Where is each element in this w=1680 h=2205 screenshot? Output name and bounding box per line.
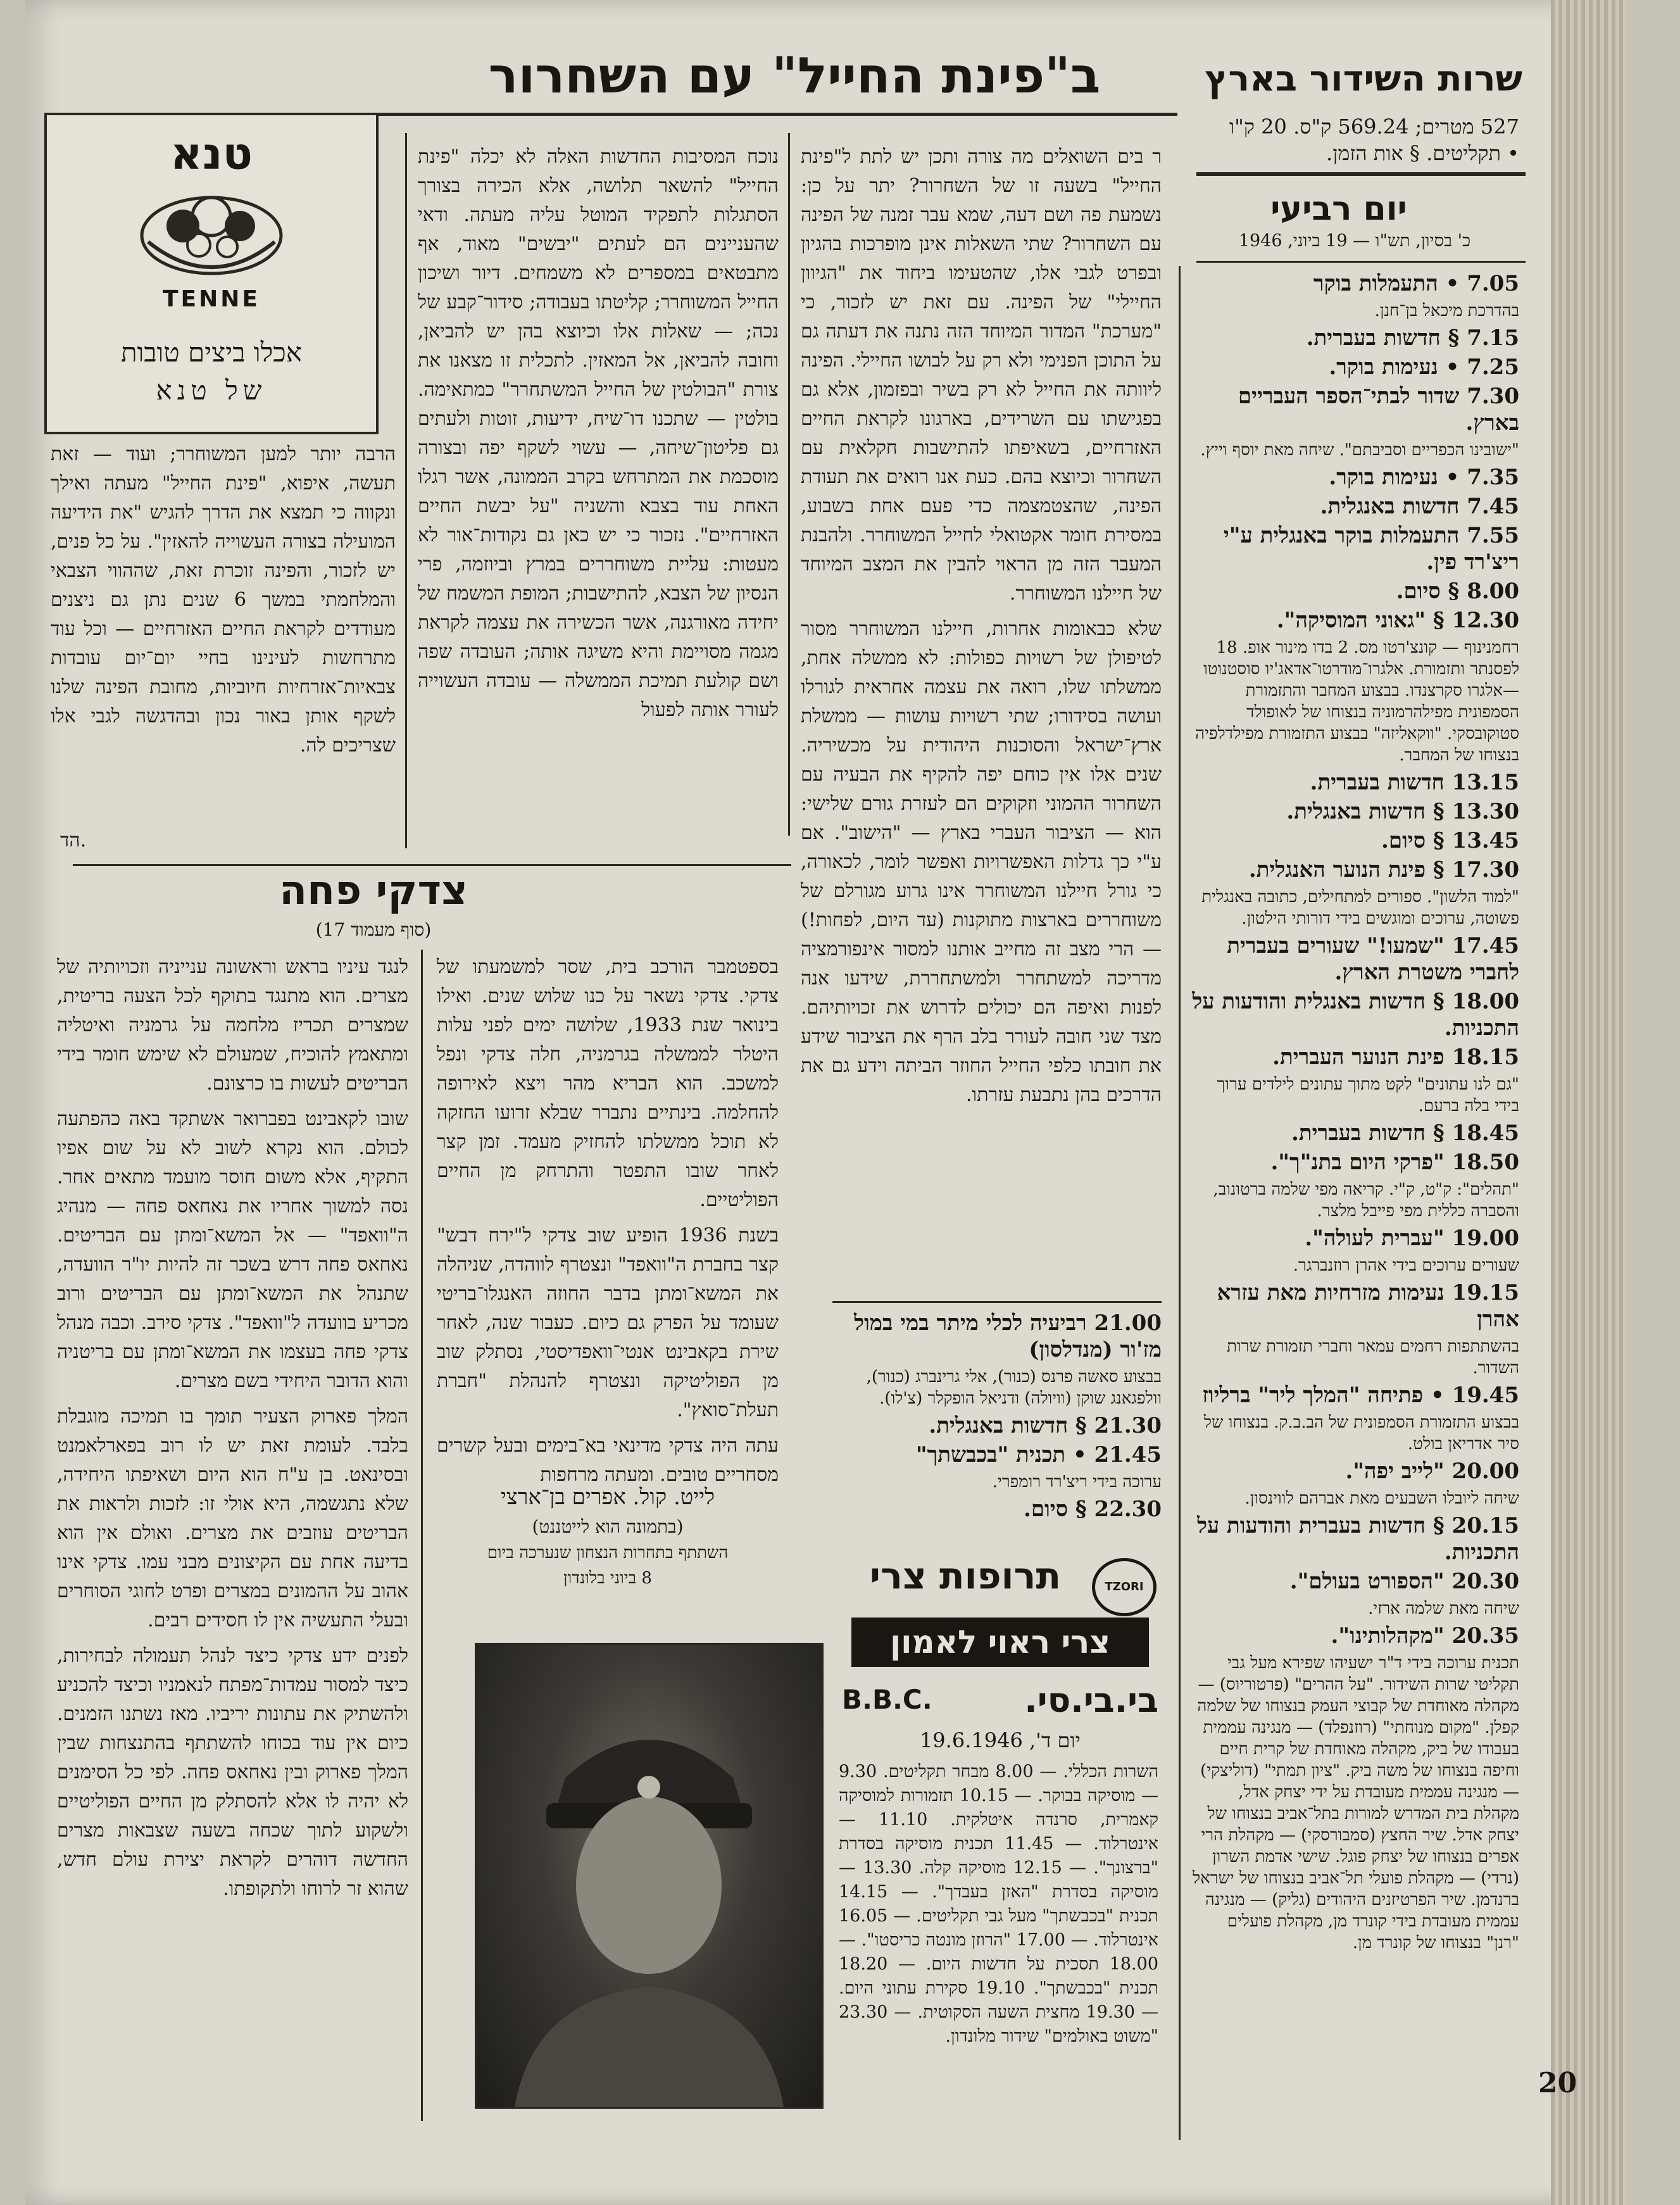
schedule-time: 7.30 [1459,384,1519,409]
photo-caption-line4: 8 ביוני בלונדון [563,1569,652,1588]
day-title: יום רביעי [1270,190,1407,228]
zidki-a-para-3: עתה היה צדקי מדינאי בא־בימים ובעל קשרים מסחריים טובים. ומעתה מרחפות [437,1435,779,1486]
article-col2-para-1: נוכח המסיבות החדשות האלה לא יכלה "פינת החייל" להשאר תלושה, אלא הכירה בצורך הסתגלות לתפקיד המוטל עליה מעתה. ודאי שהעניינים הם לעתים "יבשים" מאוד, אף מתבטאים במספרים לא משמחים. דיור ושיכון החייל המשוחרר; קליטתו בעבודה; סידור־קבע של נכה; — שאלות אלו וכיוצא בהן יש להביאן, וחובה להביאן, אל המאזין. לתכלית זו מצאנו את צורת "הבולטין של החייל המשתחרר" כמתאימה. בולטין — שתכנו דו־שיח, ידיעות, זוטות ולעתים גם פליטון־שיחה, — עשוי לשקף יפה ובצורה מוסכמת את המתרחש בקרב הממונה, אשר רגלו האחת עוד בצבא והשניה "על יבשת החיים האזרחיים". נזכור כי יש כאן גם נקודות־אור לא מעטות: עליית משוחררים במרץ וביוזמה, פרי הנסיון של הצבא, להתישבות; המופת המשמח של יחידה מאורגנה, אשר הכשירה את עצמה לקראת מגמה מסויימת והיא משיגה אותה; העובדה שפה ושם קולעת תמיכת הממשלה — עובדה העשוייה לעורר אותה לפעול [418,146,779,721]
schedule-time: 19.15 [1444,1280,1519,1305]
schedule-time: 7.45 [1459,494,1519,519]
schedule-program-title: § חדשות באנגלית. [1286,799,1445,824]
schedule-item [1190,770,1519,796]
schedule-item [1190,828,1519,855]
schedule-time: 20.35 [1444,1623,1519,1649]
tnuva-ad [44,113,379,434]
schedule-program-title: "עברית לעולה". [1305,1226,1445,1251]
schedule-item [1190,608,1519,634]
schedule-item [1190,857,1519,884]
schedule-time: 19.45 [1444,1383,1519,1408]
article-headline: ב"פינת החייל" עם השחרור [488,47,1101,104]
schedule-time: 18.50 [1444,1150,1519,1175]
day-date: כ' בסיון, תש"ו — 19 ביוני, 1946 [1238,231,1471,251]
schedule-time: 7.35 [1459,465,1519,490]
tzori-emblem [1092,1558,1157,1616]
article-col3-para: הרבה יותר למען המשוחרר; ועוד — זאת תעשה, איפוא, "פינת החייל" מעתה ואילך ונקווה כי תמצא את הדרך להגיש "את הידיעה המועילה בצורה העשוייה להאזין". על כל פנים, יש לזכור, והפינה זוכרת זאת, שההווי הצבאי והמלחמתי במשך 6 שנים נתן גם ניצנים מעודדים לקראת החיים האזרחיים — וכל עוד מתרחשות לעינינו בחיי יום־יום עובדות צבאיות־אזרחיות חיוביות, מחובת הפינה שלנו לשקף אותן באור נכון ובהדגשה לגבי אלו שצריכים לה. [51,443,396,757]
schedule-program-note: בהשתתפות רחמים עמאר וחברי תזמורת שרות השדור. [1227,1337,1519,1378]
schedule-program-title: "מקהלותינו". [1331,1623,1445,1649]
mid-schedule-program-title: § חדשות באנגלית. [929,1413,1087,1438]
schedule-item [1190,1459,1519,1485]
zidki-b-para-4: לפנים ידע צדקי כיצד לנהל תעמולה לבחירות, כיצד למסור עמדות־מפתח לנאמניו וכיצד להכניע ולהשתיק את עתונות יריביו. מאז נשתנו הזמנים. כיום אין עוד בכוחו להשתתף בהתנצחות שבין המלך פארוק ובין נאחאס פחה. לפי כל הסימנים לא יהיה לו אלא להסתלק מן החיים הפוליטיים ולשקוע לתוך שכחה בשעה שצבאות מצרים החדשה דוהרים לקראת יצירת עולם חדש, שהוא זר לרוחו ולתקופתו. [57,1645,408,1900]
schedule-time: 17.45 [1444,933,1519,958]
tzori-ad [839,1554,1162,1674]
article-col1-para-1: ר בים השואלים מה צורה ותכן יש לתת ל"פינת החייל" בשעה זו של השחרור? יתר על כן: נשמעת פה ושם דעה, שמא עבר זמנה של הפינה עם השחרור? שתי השאלות אינן מופרכות בהגיון ובפרט לגבי אלו, שהטעימו ביחוד את "הגיוון החיילי" של הפינה. עם זאת יש לזכור, כי "מערכת" המדור המיוחד הזה נתנה את דעתה גם על התוכן הפנימי ולא רק על לבושו החיילי. הפינה ליוותה את החייל לא רק בשיר ובפזמון, אלא גם בפגישתו עם השרידים, בארגונו לקראת החיים האזרחיים, בשאיפתו להתישבות חקלאית עם השחרור וכיוצא בהם. כעת אנו רואים את תעודת הפינה, שהצטמצמה כדי פעם אחת בשבוע, במסירת חומר אקטואלי לחייל המשוחרר. ולהבנת המעבר הזה מן הראוי להבין את המצב המיוחד של חיילנו המשוחרר. [801,146,1162,605]
bbc-program: השרות הכללי. — 8.00 מבחר תקליטים. 9.30 — מוסיקה בבוקר. — 10.15 תזמורות למוסיקה קאמרית, סרנדה איטלקית. 11.10 — אינטרלוד. — 11.45 תכנית מוסיקה בסדרת "ברצונך". — 12.15 מוסיקה קלה. 13.30 — מוסיקה בסדרת "האזן בעבדך". — 14.15 תכנית "בכבשתך" מעל גבי תקליטים. — 16.05 אינטרלוד. — 17.00 "הרוזן מונטה כריסטו". — 18.00 תסכית על חדשות היום. — 18.20 תכנית "בכבשתך". 19.10 סקירת עתוני היום. — 19.30 מחצית השעה הסקוטית. — 23.30 "משוט באולמים" שידור מלונדון. [839,1762,1159,2046]
schedule-program-note: שעורים ערוכים בידי אהרן רוזנברגר. [1293,1256,1519,1275]
schedule-list [1190,271,1519,2126]
schedule-item [1190,465,1519,491]
schedule-program-title: § חדשות בעברית. [1306,325,1460,351]
schedule-item [1190,1280,1519,1333]
schedule-program-note: שיחה מאת שלמה ארזי. [1368,1599,1519,1618]
tnuva-logo-text: טנא [170,128,253,180]
schedule-item [1190,799,1519,826]
tzori-headline: תרופות צרי [869,1554,1062,1597]
page-number: 20 [1538,2067,1577,2099]
schedule-program-note: "למוד הלשון". ספורים למתחילים, כתובה באנגלית פשוטה, ערוכים ומוגשים בידי דורותי הילטון. [1201,888,1519,928]
schedule-program-title: "שמעו!" שעורים בעברית לחברי משטרת הארץ. [1227,933,1519,985]
sidebar-legend: • תקליטים. § אות הזמן. [1326,141,1519,165]
sidebar-divider [1196,172,1526,176]
article-signature: הד. [60,829,87,851]
schedule-program-title: § סיום. [1396,579,1460,604]
schedule-program-note: רחמנינוף — קונצ'רטו מס. 2 בדו מינור אופ. 18 לפסנתר ותזמורת. אלגרו־מודרטו־אדאג'יו סוסטנוטו—אלגרו סקרצנדו. בבצוע המחבר והתזמורת הסמפונית מפילהרמוניה בנצוחו של לאופולד סטוקובסקי. "ווקאליזה" בבצוע התזמורת מפילדלפיה בנצוחו של המחבר. [1195,638,1519,765]
schedule-program-title: § חדשות בעברית והודעות על התכניות. [1197,1513,1519,1565]
mid-schedule-item [829,1413,1162,1440]
mid-schedule-item [829,1310,1162,1364]
mid-schedule-time: 21.30 [1086,1413,1162,1438]
schedule-program-title: • פתיחה "המלך ליר" ברליוז [1202,1383,1445,1408]
mid-schedule-time: 22.30 [1086,1497,1162,1522]
sidebar-subtitle: 527 מטרים; 569.24 ק"ס. 20 ק"ו [1229,115,1519,139]
schedule-time: 13.30 [1444,799,1519,824]
schedule-item [1190,1513,1519,1566]
zidki-a-para-2: בשנת 1936 הופיע שוב צדקי ל"ירח דבש" קצר בחברת ה"וואפד" ונצטרף לווהדה, שניהלה את המשא־ומתן בדבר החוזה האנגלו־בריטי שעומד על הפרק גם כיום. כעבור שנה, לאחר שירת בקאבינט אנטי־וואפדיסטי, נסתלק שוב מן הפוליטיקה ונצטרף להנהלת "חברת תעלת־סואץ". [437,1224,779,1421]
article-col1-para-2: שלא כבאומות אחרות, חיילנו המשוחרר מסור לטיפולן של רשויות כפולות: לא ממשלה אחת, ממשלתו שלו, רואה את עצמה אחראית לגורלו ועושה בסידורו; שתי רשויות עושות — ממשלת ארץ־ישראל והסוכנות היהודית על מכשיריה. שנים אלו אין כוחם יפה להקיף את הבעיה עם השחרור ההמוני וזקוקים הם לעזרת גורם שלישי: הוא — הציבור העברי בארץ — "הישוב". אם ע"י כך גדלות האפשרויות ואפשר לומר, לכאורה, כי גורל חיילנו המשוחרר אינו גרוע מגורלם של משוחררים בארצות מתוקנות (עד היום, לפחות!) — הרי מצב זה מחייב אותנו למסור אינפורמציה מדריכה למשתחרר ולמשתחררת, שידעו אנה לפנות ואיפה הם יכולים לדרוש את זכויותיהם. מצד שני חובה לעורר בלב הרף את הציבור שידע את חובתו כלפי החייל החוזר הביתה וידע גם את הדרכים בהן נתבעת עזרתו. [801,618,1162,1106]
schedule-time: 13.15 [1444,770,1519,795]
schedule-item [1190,579,1519,605]
schedule-item [1190,1121,1519,1147]
mid-schedule-program-title: רביעיה לכלי מיתר במי במול מז'ור (מנדלסון) [854,1310,1162,1362]
schedule-time: 12.30 [1444,608,1519,633]
photo-caption-line3: השתתף בתחרות הנצחון שנערכה ביום [487,1543,729,1562]
schedule-time: 7.05 [1459,271,1519,296]
article-column-2 [418,142,779,858]
schedule-program-title: § פינת הנוער האנגלית. [1248,857,1445,883]
bbc-date: יום ד', 19.6.1946 [919,1728,1081,1752]
sidebar-column-rule [1179,266,1181,2140]
schedule-program-title: נעימות מזרחיות מאת עזרא אהרן [1217,1280,1519,1332]
mid-schedule-rule [832,1301,1162,1303]
article-rule-1 [788,133,790,836]
schedule-program-title: § חדשות באנגלית והודעות על התכניות. [1192,989,1519,1041]
schedule-time: 7.55 [1459,523,1519,548]
mid-schedule-item [829,1497,1162,1523]
bbc-title-hebrew: בי.בי.סי. [1024,1680,1158,1720]
zidki-subtitle: (סוף מעמוד 17) [315,919,432,940]
article-column-3 [51,440,396,820]
schedule-program-note: שיחה ליובלו השבעים מאת אברהם לווינסון. [1244,1489,1519,1508]
schedule-program-note: "גם לנו עתונים" לקט מתוך עתונים לילדים ערוך בידי בלה ברעם. [1217,1075,1519,1115]
mid-schedule-time: 21.00 [1086,1310,1162,1336]
zidki-a-para-1: בספטמבר הורכב בית, שסר למשמעתו של צדקי. צדקי נשאר על כנו שלוש שנים. ואילו בינואר שנת 1933, שלושה ימים לפני עלות היטלר לממשלה בגרמניה, חלה צדקי ונפל למשכב. הוא הבריא מהר ויצא לאירופה להחלמה. בינתיים נתברר שבלא זרועו החזקה לא תוכל ממשלתו להחזיק מעמד. זמן קצר לאחר שובו התפטר והתרחק מן החיים הפוליטיים. [437,956,779,1211]
schedule-program-title: חדשות באנגלית. [1320,494,1460,519]
schedule-program-note: "תהלים": ק"ט, ק"י. קריאה מפי שלמה ברטונוב, והסברה כללית מפי פייבל מלצר. [1213,1180,1519,1221]
schedule-program-title: פינת הנוער העברית. [1272,1045,1445,1070]
tzori-banner: צרי ראוי לאמון [851,1618,1149,1667]
zidki-b-para-2: שובו לקאבינט בפברואר אשתקד באה כהפתעה לכולם. הוא נקרא לשוב לא על שום אפיו התקיף, אלא משום חוסר מועמד מתאים אחר. נסה למשוך אחריו את נאחאס פחה — מנהיג ה"וואפד" — אל המשא־ומתן עם הבריטים. נאחאס פחה דרש בשכר זה להיות יו"ר הוועדה, שתנהל את המשא־ומתן עם הבריטים ורוב מכריע בוועדה ל"וואפד". צדקי סירב. וכבה מנהל צדקי פחה בעצמו את המשא־ומתן עם בריטניה והוא הדובר היחידי בשם מצרים. [57,1108,408,1392]
schedule-item [1190,1383,1519,1409]
zidki-column-a [437,953,779,1486]
schedule-time: 19.00 [1444,1226,1519,1251]
tnuva-tagline-2: של טנא [156,375,267,406]
photo-caption-name: לייט. קול. אפרים בן־ארצי [500,1485,715,1510]
schedule-time: 18.00 [1444,989,1519,1014]
schedule-time: 7.25 [1459,355,1519,380]
date-divider [1196,261,1526,263]
tnuva-brand-latin: TENNE [163,286,260,312]
schedule-item [1190,325,1519,352]
schedule-program-title: • נעימות בוקר. [1329,355,1460,380]
zidki-rule [421,950,423,2121]
schedule-program-title: "הספורט בעולם". [1289,1569,1445,1594]
mid-schedule-program-title: • תכנית "בכבשתך" [915,1442,1087,1467]
officer-portrait-photo [475,1643,824,2109]
schedule-time: 7.15 [1459,325,1519,351]
article-column-1 [801,142,1162,1266]
schedule-item [1190,1569,1519,1595]
schedule-item [1190,989,1519,1042]
schedule-time: 17.30 [1444,857,1519,883]
schedule-program-note: "ישובינו הכפריים וסביבתם". שיחה מאת יוסף וייץ. [1200,441,1519,460]
book-spine-edge [1551,0,1627,2205]
schedule-item [1190,1623,1519,1650]
article-rule-2 [405,133,407,848]
mid-schedule-program-title: § סיום. [1024,1497,1087,1522]
zidki-title: צדקי פחה [279,867,468,914]
schedule-program-title: § חדשות בעברית. [1291,1121,1445,1146]
schedule-program-title: • נעימות בוקר. [1329,465,1460,490]
schedule-program-title: § סיום. [1381,828,1445,853]
mid-schedule-time: 21.45 [1086,1442,1162,1467]
tnuva-tagline: אכלו ביצים טובות [120,337,303,368]
schedule-program-title: "פרקי היום בתנ"ך". [1270,1150,1445,1175]
schedule-time: 20.30 [1444,1569,1519,1594]
schedule-time: 13.45 [1444,828,1519,853]
sidebar-title: שרות השידור בארץ [1205,58,1522,99]
schedule-time: 18.45 [1444,1121,1519,1146]
tzori-emblem-text: TZORI [1105,1580,1144,1593]
schedule-program-title: "לייב יפה". [1345,1459,1445,1484]
schedule-program-title: התעמלות בוקר באנגלית ע"י ריצ'רד פין. [1223,523,1519,575]
schedule-item [1190,271,1519,298]
photo-caption-rank: (בתמונה הוא לייטננט) [532,1516,684,1537]
schedule-time: 20.15 [1444,1513,1519,1538]
schedule-program-title: • התעמלות בוקר [1313,271,1460,296]
zidki-b-para-1: לנגד עיניו בראש וראשונה ענייניה וזכויותיה של מצרים. הוא מתנגד בתוקף לכל הצעה בריטית, שמצרים תכריז מלחמה על גרמניה ואיטליה ומתאמץ להוכיח, שמעולם לא שימש חומר בידי הבריטים לעשות בו כרצונם. [57,956,408,1095]
schedule-program-note: תכנית ערוכה בידי ד"ר ישעיהו שפירא מעל גבי תקליטי שרות השידור. "על ההרים" (פרטוריוס) — מקהלה מאוחדת של קבוצי העמק בנצוחו של שלמה קפלן. "מקום מנוחתי" (רוזנפלד) — מנגינה עממית בעבודו של ביק, מקהלה מאוחדת של קרית חיים וחיפה בנצוחו של משה ביק. "ציון תמתי" (דוליצקי) — מנגינה עממית מעובדת על ידי יצחק אדל, מקהלת בית המדרש למורות בתל־אביב בנצוחו של יצחק אדל. שיר החצץ (סמבורסקי) — מקהלת הרי אפרים בנצוחו של יצחק פוגל. שישי אדמת השרון (נרדי) — מקהלת פועלי תל־אביב בנצוחו של ישראל ברנדמן. שיר הפרטיזנים היהודים (גליק) — מנגינה עממית מעובדת בידי קונרד מן, מקהלת פועלים "רנן" בנצוחו של קונרד מן. [1192,1654,1519,1952]
schedule-item [1190,933,1519,986]
schedule-item [1190,1150,1519,1176]
schedule-program-title: § "גאוני המוסיקה". [1276,608,1445,633]
mid-schedule-item [829,1442,1162,1469]
schedule-item [1190,1226,1519,1252]
schedule-item [1190,384,1519,437]
mid-schedule [829,1310,1162,1551]
schedule-program-note: בבצוע התזמורת הסמפונית של הב.ב.ק. בנצוחו של סיר אדריאן בולט. [1203,1413,1519,1454]
schedule-item [1190,494,1519,520]
schedule-time: 20.00 [1444,1459,1519,1484]
portrait-icon [477,1645,822,2107]
schedule-time: 18.15 [1444,1045,1519,1070]
mid-schedule-program-note: ערוכה בידי ריצ'רד רומפרי. [992,1473,1162,1492]
schedule-item [1190,1045,1519,1071]
bbc-title-latin: B.B.C. [842,1684,932,1715]
mid-schedule-program-note: בבצוע סאשה פרנס (כנור), אלי גרינברג (כנור), וולפגאנג שוקן (וויולה) ודניאל הופקלר (צ'לו). [866,1367,1162,1408]
schedule-program-note: בהדרכת מיכאל בן־חנן. [1374,301,1519,320]
schedule-time: 8.00 [1459,579,1519,604]
schedule-program-title: חדשות בעברית. [1310,770,1445,795]
schedule-program-title: שדור לבתי־הספר העבריים בארץ. [1238,384,1519,436]
schedule-item [1190,523,1519,576]
section-rule [73,864,791,866]
zidki-column-b [57,953,408,2124]
zidki-b-para-3: המלך פארוק הצעיר תומך בו תמיכה מוגבלת בלבד. לעומת זאת יש לו רוב בפארלאמנט ובסינאט. בן ע"ח הוא היום ושאיפתו היחידה, שלא נתגשמה, היא אולי זו: לזכות ולראות את הבריטים עוזבים את מצרים. ואולם אין הוא בדיעה אחת עם הקיצונים מבני עמו. צדקי אינו אהוב על ההמונים במצרים ופרט לחוגי הסוחרים ובעלי התעשיה אין לו חסידים רבים. [57,1405,408,1631]
schedule-item [1190,355,1519,381]
